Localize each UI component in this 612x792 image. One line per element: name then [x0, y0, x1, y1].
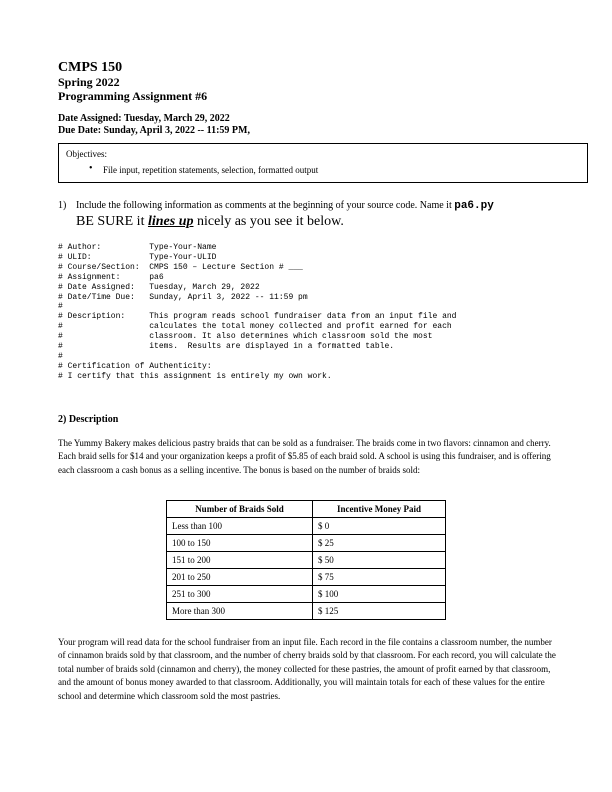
- column-header-braids: Number of Braids Sold: [167, 501, 313, 518]
- alignment-note-pre: BE SURE it: [76, 214, 148, 229]
- date-assigned: Date Assigned: Tuesday, March 29, 2022: [58, 113, 230, 124]
- table-cell: More than 300: [167, 603, 313, 620]
- table-cell: 151 to 200: [167, 552, 313, 569]
- table-cell: $ 100: [313, 586, 446, 603]
- table-cell: 201 to 250: [167, 569, 313, 586]
- description-paragraph-2: Your program will read data for the school fundraiser from an input file. Each record in the file contains a classroom number, the number of cinnamon braids sold by that classroom, and the number of cherry braids sold by that classroom. For each record, you will calculate the total number of braids sold (cinnamon and cherry), the money collected for these pastries, the amount of profit earned by that classroom, and the amount of bonus money awarded to that classroom. Additionally, you will maintain totals for each of these values for the entire school and determine which classroom sold the most pastries.: [58, 637, 556, 701]
- objectives-item: File input, repetition statements, selection, formatted output: [103, 165, 319, 175]
- table-cell: 251 to 300: [167, 586, 313, 603]
- assignment-title: Programming Assignment #6: [58, 89, 208, 103]
- table-cell: $ 75: [313, 569, 446, 586]
- table-cell: $ 50: [313, 552, 446, 569]
- column-header-incentive: Incentive Money Paid: [313, 501, 446, 518]
- table-row: [167, 552, 446, 569]
- table-row: [167, 603, 446, 620]
- alignment-note: [76, 214, 344, 230]
- alignment-note-emphasis: lines up: [147, 214, 194, 229]
- table-cell: $ 25: [313, 535, 446, 552]
- header-comment-code: # Author: Type-Your-Name # ULID: Type-Your-ULID # Course/Section: CMPS 150 – Lecture Section # ___ # Assignment: pa6 # Date Assigned: Tuesday, March 29, 2022 # Date/Time Due: Sunday, April 3, 2022 -- 11:59 pm # # Description: This program reads school fundraiser data from an input file and # calculates the total money collected and profit earned for each # classroom. It also determines which classroom sold the most # items. Results are displayed in a formatted table. # # Certification of Authenticity: # I certify that this assignment is entirely my own work.: [58, 243, 457, 381]
- objectives-heading: Objectives:: [66, 149, 107, 159]
- table-row: [167, 586, 446, 603]
- table-row: [167, 535, 446, 552]
- table-header-row: [167, 501, 446, 518]
- course-title: CMPS 150: [58, 60, 123, 75]
- bullet-icon: •: [89, 163, 93, 174]
- objectives-box: [58, 143, 588, 183]
- description-paragraph-1: The Yummy Bakery makes delicious pastry braids that can be sold as a fundraiser. The braids come in two flavors: cinnamon and cherry. Each braid sells for $14 and your organization keeps a profit of $5.85 of each braid sold. A school is using this fundraiser, and is offering each classroom a cash bonus as a selling incentive. The bonus is based on the number of braids sold:: [58, 438, 551, 475]
- term: Spring 2022: [58, 75, 120, 89]
- table-cell: $ 125: [313, 603, 446, 620]
- table-cell: $ 0: [313, 518, 446, 535]
- document-page: [58, 60, 590, 701]
- date-block: [58, 113, 590, 137]
- table-cell: Less than 100: [167, 518, 313, 535]
- due-date: Due Date: Sunday, April 3, 2022 -- 11:59 PM,: [58, 125, 250, 136]
- filename: pa6.py: [454, 200, 494, 212]
- section-1-instruction: [76, 200, 586, 212]
- section-2-heading: 2) Description: [58, 414, 119, 425]
- table-row: [167, 569, 446, 586]
- table-cell: 100 to 150: [167, 535, 313, 552]
- alignment-note-post: nicely as you see it below.: [193, 214, 344, 229]
- section-1-number: 1): [58, 200, 67, 211]
- section-1-text: Include the following information as comments at the beginning of your source code. Name it: [76, 200, 455, 211]
- table-row: [167, 518, 446, 535]
- bonus-table: [166, 500, 446, 620]
